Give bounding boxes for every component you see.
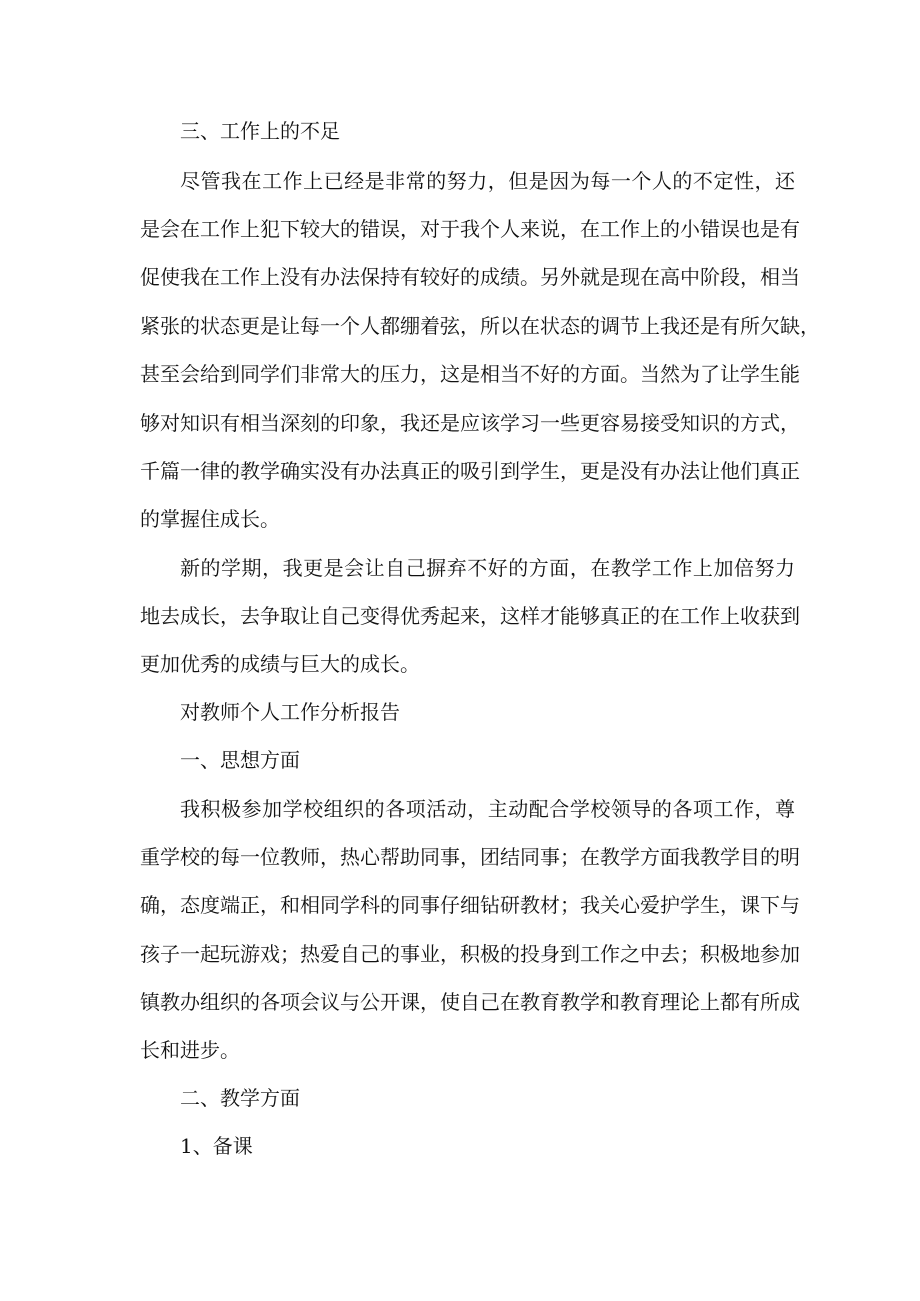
paragraph-line: 够对知识有相当深刻的印象，我还是应该学习一些更容易接受知识的方式， [140,411,800,435]
paragraph-line: 千篇一律的教学确实没有办法真正的吸引到学生，更是没有办法让他们真正 [140,459,800,483]
paragraph-line: 甚至会给到同学们非常大的压力，这是相当不好的方面。当然为了让学生能 [140,362,800,386]
paragraph-line: 尽管我在工作上已经是非常的努力，但是因为每一个人的不定性，还 [180,169,795,193]
paragraph-line: 地去成长，去争取让自己变得优秀起来，这样才能够真正的在工作上收获到 [140,604,800,628]
paragraph-line: 是会在工作上犯下较大的错误，对于我个人来说，在工作上的小错误也是有 [140,217,800,241]
paragraph-line: 紧张的状态更是让每一个人都绷着弦，所以在状态的调节上我还是有所欠缺， [140,314,820,338]
subsection-heading: 1、备课 [180,1134,253,1158]
paragraph-line: 长和进步。 [140,1038,240,1062]
paragraph-line: 确，态度端正，和相同学科的同事仔细钻研教材；我关心爱护学生，课下与 [140,893,800,917]
paragraph-line: 新的学期，我更是会让自己摒弃不好的方面，在教学工作上加倍努力 [180,556,795,580]
paragraph-line: 镇教办组织的各项会议与公开课，使自己在教育教学和教育理论上都有所成 [140,990,800,1014]
paragraph-line: 孩子一起玩游戏；热爱自己的事业，积极的投身到工作之中去；积极地参加 [140,942,800,966]
paragraph-line: 重学校的每一位教师，热心帮助同事，团结同事；在教学方面我教学目的明 [140,845,800,869]
section-heading: 一、思想方面 [180,748,300,772]
section-heading: 三、工作上的不足 [180,119,340,143]
report-title: 对教师个人工作分析报告 [180,700,400,724]
paragraph-line: 促使我在工作上没有办法保持有较好的成绩。另外就是现在高中阶段，相当 [140,265,800,289]
section-heading: 二、教学方面 [180,1086,300,1110]
paragraph-line: 的掌握住成长。 [140,507,280,531]
paragraph-line: 我积极参加学校组织的各项活动，主动配合学校领导的各项工作，尊 [180,797,795,821]
paragraph-line: 更加优秀的成绩与巨大的成长。 [140,652,420,676]
